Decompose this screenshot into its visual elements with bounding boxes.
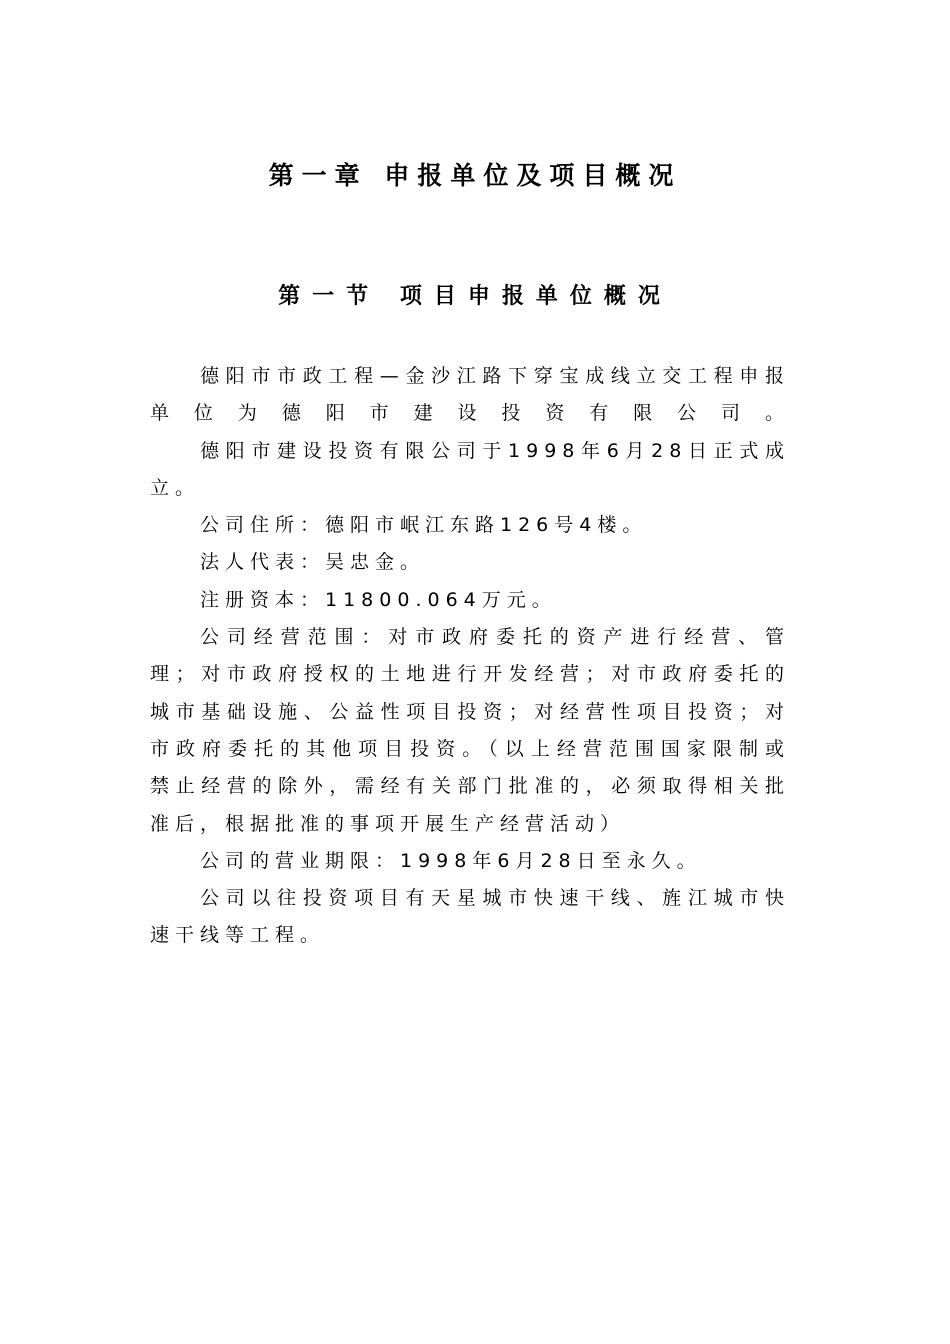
paragraph-applicant: 德阳市市政工程—金沙江路下穿宝成线立交工程申报单位为德阳市建设投资有限公司。 — [150, 365, 790, 425]
paragraph-address: 公司住所：德阳市岷江东路126号4楼。 — [200, 514, 648, 537]
paragraph-term: 公司的营业期限：1998年6月28日至永久。 — [200, 849, 702, 872]
section-title: 第一节 项目申报单位概况 — [278, 284, 672, 309]
paragraph-founded: 德阳市建设投资有限公司于1998年6月28日正式成立。 — [150, 439, 790, 499]
paragraph-business-scope: 公司经营范围：对市政府委托的资产进行经营、管理；对市政府授权的土地进行开发经营；对市政府委托的城市基础设施、公益性项目投资；对经营性项目投资；对市政府委托的其他项目投资。（以上经营范围国家限制或禁止经营的除外，需经有关部门批准的，必须取得相关批准后，根据批准的事项开展生产经营活动） — [150, 626, 790, 835]
paragraph-past-projects: 公司以往投资项目有天星城市快速干线、旌江城市快速干线等工程。 — [150, 887, 790, 947]
chapter-title: 第一章 申报单位及项目概况 — [268, 161, 682, 190]
paragraph-legal-rep: 法人代表：吴忠金。 — [200, 551, 426, 574]
paragraph-capital: 注册资本：11800.064万元。 — [200, 588, 557, 611]
body-text — [150, 358, 790, 955]
